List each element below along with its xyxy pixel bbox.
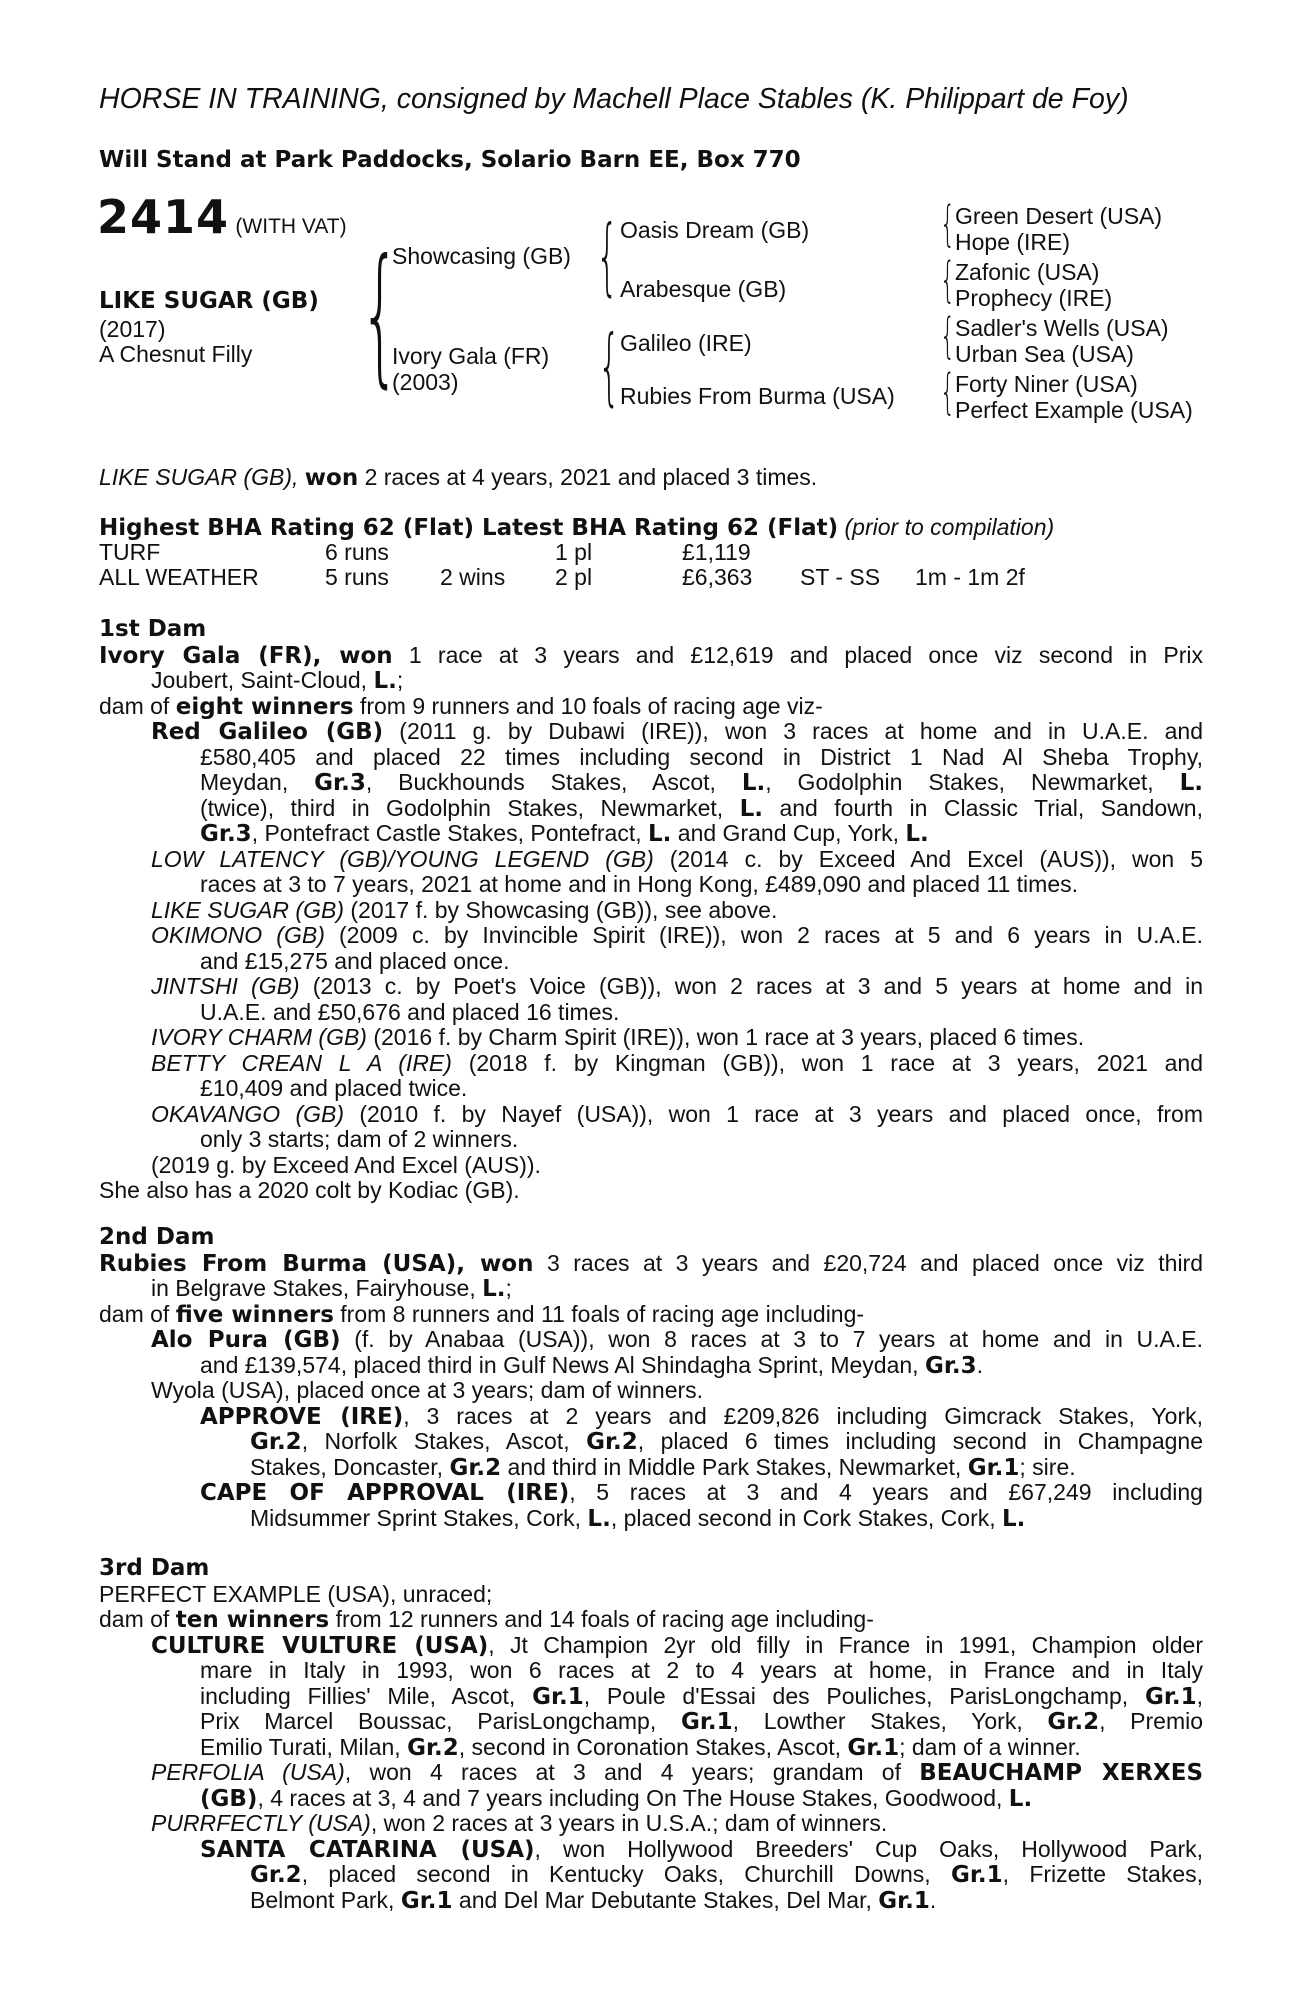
text-line — [99, 1633, 1203, 1659]
text: , Jt Champion 2yr old filly in France in 1991, Champion older — [488, 1632, 1203, 1658]
text: , won 2 races at 3 years in U.S.A.; dam of winners. — [370, 1810, 888, 1836]
grade: Gr.1 — [967, 1454, 1020, 1481]
text-line — [99, 1888, 1203, 1914]
progeny-name: BEAUCHAMP XERXES — [919, 1760, 1203, 1786]
vat-note: (WITH VAT) — [235, 215, 347, 238]
text: dam of — [99, 692, 170, 719]
stats-distance: 1m - 1m 2f — [915, 564, 1025, 590]
catalogue-title: HORSE IN TRAINING, consigned by Machell Place Stables (K. Philippart de Foy) — [99, 83, 1129, 115]
text: Prix Marcel Boussac, ParisLongchamp, — [200, 1709, 657, 1734]
text-line: (2019 g. by Exceed And Excel (AUS)). — [151, 1151, 541, 1178]
second-dam-section — [99, 1225, 1203, 1531]
text: (2018 f. by Kingman (GB)), won 1 race at 3 years, 2021 and — [468, 1050, 1203, 1076]
pedigree-gen3-brace-2: { — [940, 252, 956, 308]
pedigree-dam-brace: { — [598, 317, 621, 415]
text-line — [99, 694, 1203, 720]
pedigree-dam-year: (2003) — [392, 369, 459, 395]
text-line — [99, 847, 1203, 873]
text-line — [99, 1709, 1203, 1735]
text-line — [99, 1862, 1203, 1888]
pedigree-sire-sire: Oasis Dream (GB) — [620, 217, 810, 243]
text: from 8 runners and 11 foals of racing age including- — [340, 1300, 865, 1327]
pedigree-dam-dam: Rubies From Burma (USA) — [620, 383, 895, 409]
pedigree-gen3-brace-3: { — [940, 308, 956, 364]
text-line — [99, 821, 1203, 847]
grade: L. — [587, 1505, 611, 1532]
section-heading: 1st Dam — [99, 616, 207, 642]
rating-note: (prior to compilation) — [844, 514, 1055, 540]
progeny-name: LOW LATENCY (GB)/YOUNG LEGEND (GB) — [151, 846, 654, 872]
progeny-name: LIKE SUGAR (GB) — [151, 896, 344, 923]
text-line — [99, 1506, 1203, 1532]
text-line — [99, 1735, 1203, 1761]
grade: Gr.1 — [847, 1734, 900, 1761]
grade: Gr.2 — [586, 1429, 638, 1455]
text: , placed 6 times including second in Champagne — [637, 1429, 1203, 1454]
text: and Grand Cup, York, — [677, 820, 900, 846]
stats-wins: 2 wins — [440, 564, 506, 590]
pedigree-ancestor: Prophecy (IRE) — [955, 285, 1113, 311]
text-line — [99, 1429, 1203, 1455]
stats-money: £1,119 — [682, 539, 751, 565]
text: in Belgrave Stakes, Fairyhouse, — [151, 1275, 476, 1301]
text: (2011 g. by Dubawi (IRE)), won 3 races at home and in U.A.E. and — [399, 719, 1203, 744]
grade: Gr.3 — [314, 770, 366, 796]
pedigree-ancestor: Hope (IRE) — [955, 229, 1071, 255]
text-line: only 3 starts; dam of 2 winners. — [200, 1126, 519, 1152]
grade: Gr.2 — [250, 1862, 302, 1888]
text: . — [976, 1351, 984, 1378]
text: including Fillies' Mile, Ascot, — [200, 1683, 516, 1709]
text-line — [99, 1480, 1203, 1506]
text: ; dam of a winner. — [899, 1733, 1081, 1760]
stats-going: ST - SS — [800, 564, 881, 590]
grade: L. — [1008, 1785, 1033, 1812]
text-line — [99, 1760, 1203, 1786]
lot-number-line — [97, 190, 347, 244]
pedigree-dam: Ivory Gala (FR) — [392, 343, 550, 369]
summary-won: won — [304, 465, 359, 491]
text: and fourth in Classic Trial, Sandown, — [779, 795, 1203, 821]
progeny-name: OKAVANGO (GB) — [151, 1101, 344, 1127]
text: (twice), third in Godolphin Stakes, Newmarket, — [200, 795, 724, 821]
text: from 9 runners and 10 foals of racing age viz- — [359, 692, 823, 719]
text-line — [99, 1327, 1203, 1353]
text: (2010 f. by Nayef (USA)), won 1 race at 3 years and placed once, from — [359, 1101, 1203, 1127]
stand-location: Will Stand at Park Paddocks, Solario Barn EE, Box 770 — [99, 147, 801, 173]
dam-name: Ivory Gala (FR), won — [99, 642, 393, 668]
winner-count: ten winners — [175, 1607, 330, 1633]
grade: Gr.1 — [950, 1862, 1003, 1888]
horse-year: (2017) — [99, 316, 166, 342]
text-line: and £15,275 and placed once. — [200, 947, 510, 974]
text-line — [99, 668, 1203, 694]
stats-label-turf: TURF — [99, 539, 161, 565]
bha-rating — [99, 515, 1054, 542]
grade: Gr.2 — [449, 1454, 502, 1481]
text-line: Wyola (USA), placed once at 3 years; dam of winners. — [151, 1377, 704, 1403]
text-line — [99, 898, 1203, 924]
stats-money: £6,363 — [682, 564, 753, 590]
pedigree-ancestor: Sadler's Wells (USA) — [955, 315, 1169, 341]
text-line — [99, 1353, 1203, 1379]
grade: Gr.1 — [1144, 1683, 1197, 1709]
stats-placed: 1 pl — [555, 539, 593, 565]
grade: L. — [482, 1276, 506, 1302]
first-dam-section — [99, 617, 1203, 1204]
text: . — [929, 1886, 937, 1913]
grade: L. — [1002, 1505, 1026, 1532]
grade: L. — [648, 821, 672, 847]
text: Emilio Turati, Milan, — [200, 1733, 401, 1760]
text: and £139,574, placed third in Gulf News Al Shindagha Sprint, Meydan, — [200, 1351, 919, 1378]
pedigree-gen3-brace-1: { — [940, 196, 956, 252]
dam-name: Rubies From Burma (USA), won — [99, 1250, 534, 1276]
grade: Gr.3 — [200, 821, 252, 847]
stats-runs: 5 runs — [325, 564, 389, 590]
text: and third in Middle Park Stakes, Newmarket, — [507, 1453, 962, 1480]
text-line: She also has a 2020 colt by Kodiac (GB). — [99, 1177, 520, 1203]
winner-count: five winners — [175, 1301, 334, 1328]
text: , Lowther Stakes, York, — [732, 1709, 1023, 1734]
third-dam-section — [99, 1556, 1203, 1913]
pedigree-sire: Showcasing (GB) — [392, 243, 571, 269]
text: , Buckhounds Stakes, Ascot, — [365, 770, 716, 795]
text-line — [99, 719, 1203, 745]
text: Belmont Park, — [250, 1886, 395, 1913]
progeny-name: BETTY CREAN L A (IRE) — [151, 1050, 452, 1076]
progeny-name: SANTA CATARINA (USA) — [200, 1836, 535, 1862]
progeny-name: PERFOLIA (USA) — [151, 1760, 345, 1785]
text: dam of — [99, 1606, 170, 1632]
grade: L. — [905, 821, 929, 847]
horse-description: A Chesnut Filly — [99, 341, 253, 367]
pedigree-ancestor: Perfect Example (USA) — [955, 397, 1193, 423]
text: (2013 c. by Poet's Voice (GB)), won 2 races at 3 and 5 years at home and in — [312, 974, 1203, 999]
text: ; sire. — [1019, 1453, 1076, 1480]
stats-label-aw: ALL WEATHER — [99, 564, 259, 590]
grade: Gr.1 — [400, 1887, 453, 1914]
text-line: £580,405 and placed 22 times including second in District 1 Nad Al Sheba Trophy, — [200, 744, 1203, 770]
summary-text: 2 races at 4 years, 2021 and placed 3 times. — [364, 464, 818, 490]
text: , Premio — [1099, 1709, 1203, 1734]
grade: Gr.1 — [878, 1887, 930, 1914]
grade: Gr.2 — [407, 1734, 459, 1761]
text-line — [99, 1455, 1203, 1481]
text-line — [99, 1811, 1203, 1837]
text: (2009 c. by Invincible Spirit (IRE)), won 2 races at 5 and 6 years in U.A.E. — [339, 923, 1203, 948]
horse-name: LIKE SUGAR (GB) — [99, 288, 319, 314]
text: (f. by Anabaa (USA)), won 8 races at 3 to 7 years at home and in U.A.E. — [354, 1327, 1203, 1352]
text: , Norfolk Stakes, Ascot, — [301, 1429, 570, 1454]
text-line — [99, 770, 1203, 796]
section-heading: 3rd Dam — [99, 1555, 210, 1581]
text: ; — [396, 667, 404, 693]
text: , Pontefract Castle Stakes, Pontefract, — [251, 820, 642, 846]
stats-runs: 6 runs — [325, 539, 389, 565]
text-line: PERFECT EXAMPLE (USA), unraced; — [99, 1580, 493, 1607]
pedigree-ancestor: Urban Sea (USA) — [955, 341, 1134, 367]
text: Joubert, Saint-Cloud, — [151, 667, 368, 693]
rating-text: Highest BHA Rating 62 (Flat) Latest BHA Rating 62 (Flat) — [99, 515, 839, 541]
pedigree-dam-sire: Galileo (IRE) — [620, 330, 752, 356]
text-line — [99, 1786, 1203, 1812]
text: Stakes, Doncaster, — [250, 1453, 444, 1480]
text: , Frizette Stakes, — [1002, 1862, 1203, 1887]
text-line — [99, 1102, 1203, 1128]
grade: L. — [739, 795, 764, 821]
progeny-name: Alo Pura (GB) — [151, 1327, 341, 1353]
pedigree-ancestor: Zafonic (USA) — [955, 259, 1100, 285]
race-summary — [99, 465, 817, 492]
progeny-name: Red Galileo (GB) — [151, 719, 384, 745]
text: (2017 f. by Showcasing (GB)), see above. — [350, 896, 778, 923]
text-line — [99, 1051, 1203, 1077]
text: from 12 runners and 14 foals of racing age including- — [335, 1606, 874, 1632]
section-heading: 2nd Dam — [99, 1224, 215, 1250]
pedigree-ancestor: Green Desert (USA) — [955, 203, 1163, 229]
grade: L. — [741, 770, 766, 796]
progeny-name: IVORY CHARM (GB) — [151, 1024, 367, 1050]
text-line — [99, 1302, 1203, 1328]
dam-text: 1 race at 3 years and £12,619 and placed once viz second in Prix — [408, 642, 1203, 668]
grade: Gr.1 — [532, 1683, 584, 1709]
grade: L. — [373, 668, 397, 694]
grade: Gr.2 — [250, 1429, 302, 1455]
grade: Gr.2 — [1047, 1709, 1100, 1735]
text-line — [99, 1025, 1203, 1051]
progeny-name: OKIMONO (GB) — [151, 923, 325, 948]
text: , 3 races at 2 years and £209,826 including Gimcrack Stakes, York, — [403, 1403, 1203, 1429]
text: (2016 f. by Charm Spirit (IRE)), won 1 race at 3 years, placed 6 times. — [373, 1024, 1085, 1050]
text: Meydan, — [200, 770, 289, 795]
stats-placed: 2 pl — [555, 564, 593, 590]
grade: Gr.3 — [924, 1352, 977, 1379]
text: and Del Mar Debutante Stakes, Del Mar, — [458, 1886, 872, 1913]
winner-count: eight winners — [175, 693, 354, 720]
text: 3 races at 3 years and £20,724 and placed once viz third — [546, 1250, 1203, 1276]
text-line — [99, 923, 1203, 949]
pedigree-main-brace: { — [360, 228, 401, 402]
text: , — [1196, 1683, 1203, 1709]
text: Midsummer Sprint Stakes, Cork, — [250, 1504, 582, 1531]
text: , placed second in Cork Stakes, Cork, — [610, 1504, 996, 1531]
text-line — [99, 974, 1203, 1000]
text: , second in Coronation Stakes, Ascot, — [458, 1733, 842, 1760]
text-line — [99, 1404, 1203, 1430]
pedigree-sire-dam: Arabesque (GB) — [620, 276, 787, 302]
grade: L. — [1179, 770, 1203, 796]
text: , Godolphin Stakes, Newmarket, — [765, 770, 1154, 795]
progeny-name: JINTSHI (GB) — [151, 974, 300, 999]
text: , won 4 races at 3 and 4 years; grandam of — [344, 1760, 901, 1785]
progeny-name: CAPE OF APPROVAL (IRE) — [200, 1480, 570, 1506]
progeny-name: PURRFECTLY (USA) — [151, 1810, 371, 1836]
text: , won Hollywood Breeders' Cup Oaks, Hollywood Park, — [534, 1836, 1203, 1862]
text: , Poule d'Essai des Pouliches, ParisLongchamp, — [583, 1683, 1129, 1709]
summary-name: LIKE SUGAR (GB), — [99, 464, 299, 490]
pedigree-sire-brace: { — [596, 207, 619, 305]
progeny-name: (GB) — [200, 1785, 258, 1812]
text-line: races at 3 to 7 years, 2021 at home and in Hong Kong, £489,090 and placed 11 times. — [200, 871, 1078, 897]
progeny-name: CULTURE VULTURE (USA) — [151, 1632, 489, 1658]
text: , placed second in Kentucky Oaks, Churchill Downs, — [301, 1862, 931, 1887]
text-line — [99, 796, 1203, 822]
text-line: U.A.E. and £50,676 and placed 16 times. — [200, 998, 620, 1025]
text: dam of — [99, 1300, 170, 1327]
lot-number: 2414 — [97, 190, 230, 244]
progeny-name: APPROVE (IRE) — [200, 1403, 404, 1429]
text: , 5 races at 3 and 4 years and £67,249 including — [569, 1480, 1203, 1505]
text: , 4 races at 3, 4 and 7 years including On The House Stakes, Goodwood, — [257, 1784, 1003, 1811]
text-line — [99, 1276, 1203, 1302]
text-line — [99, 1251, 1203, 1277]
text-line — [99, 1684, 1203, 1710]
text-line: £10,409 and placed twice. — [200, 1075, 468, 1101]
text-line — [99, 1837, 1203, 1863]
text: ; — [505, 1275, 512, 1301]
text-line — [99, 1607, 1203, 1633]
pedigree-ancestor: Forty Niner (USA) — [955, 371, 1138, 397]
text-line: mare in Italy in 1993, won 6 races at 2 to 4 years at home, in France and in Italy — [200, 1658, 1203, 1683]
pedigree-gen3-brace-4: { — [940, 364, 956, 420]
grade: Gr.1 — [680, 1709, 733, 1735]
text-line — [99, 643, 1203, 669]
text: (2014 c. by Exceed And Excel (AUS)), won 5 — [669, 846, 1203, 872]
